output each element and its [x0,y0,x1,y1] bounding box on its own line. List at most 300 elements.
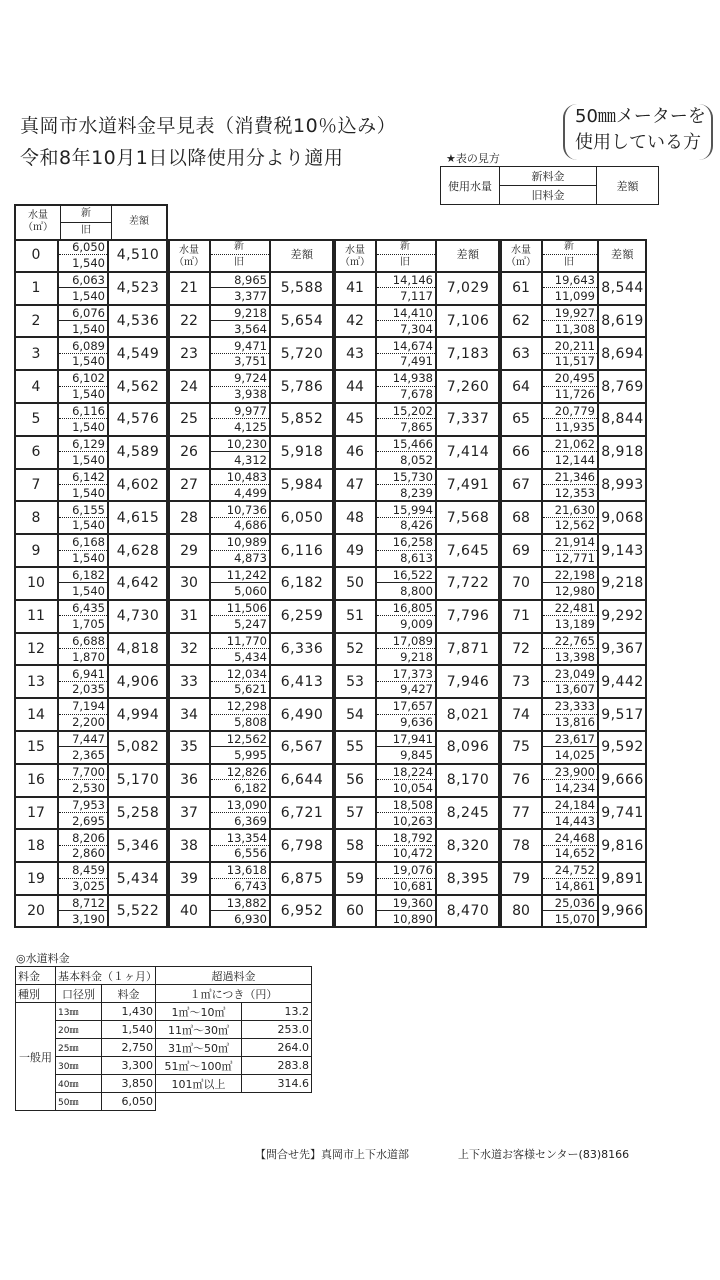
fee-pair [376,829,436,862]
fee-difference: 5,720 [270,337,334,370]
fee-pair [376,764,436,797]
fee-pair [376,469,436,502]
fee-pair [58,239,108,272]
legend-table [440,166,659,205]
fee-pair [542,305,598,338]
fee-difference: 6,116 [270,534,334,567]
old-fee: 10,263 [392,813,433,828]
new-fee: 9,724 [211,371,269,386]
fee-pair [58,895,108,928]
header-new-old [376,239,436,272]
new-fee: 24,752 [543,863,597,878]
old-fee: 12,980 [554,584,595,599]
page-title: 真岡市水道料金早見表（消費税10％込み） [20,115,397,137]
new-fee: 7,700 [59,765,107,780]
new-fee: 14,410 [377,306,435,321]
water-volume: 36 [168,764,210,797]
new-fee: 18,224 [377,765,435,780]
fee-pair [58,436,108,469]
new-fee: 21,062 [543,437,597,452]
excess-range: 51㎥～100㎥ [156,1057,242,1075]
water-volume: 60 [334,895,376,928]
new-fee: 10,483 [211,470,269,485]
new-fee: 20,779 [543,404,597,419]
new-fee: 18,508 [377,798,435,813]
fee-pair [376,370,436,403]
water-volume: 80 [500,895,542,928]
fee-pair [58,567,108,600]
old-fee: 6,743 [234,879,267,894]
fee-pair [542,895,598,928]
badge-line1: 50㎜メーターを [575,106,706,127]
fee-pair [210,567,270,600]
old-fee: 7,117 [400,288,433,303]
fee-difference: 6,798 [270,829,334,862]
fee-difference: 6,721 [270,797,334,830]
fee-difference: 6,875 [270,862,334,895]
legend-new-fee: 新料金 [500,167,597,186]
fee-difference: 5,588 [270,272,334,305]
fee-pair [376,272,436,305]
water-volume: 68 [500,501,542,534]
fee-pair [58,731,108,764]
water-volume: 76 [500,764,542,797]
new-fee: 9,218 [211,306,269,321]
fee-difference: 8,769 [598,370,647,403]
water-volume: 18 [14,829,58,862]
fee-difference: 7,414 [436,436,500,469]
fee-pair [58,764,108,797]
header-old: 旧 [234,257,244,269]
new-fee: 11,242 [211,568,269,583]
fee-category: 一般用 [16,1003,56,1111]
old-fee: 2,695 [72,813,105,828]
new-fee: 11,770 [211,634,269,649]
fee-pair [210,600,270,633]
new-fee: 24,468 [543,830,597,845]
fee-difference: 5,786 [270,370,334,403]
fee-difference: 7,183 [436,337,500,370]
legend-old-fee: 旧料金 [500,186,597,205]
new-fee: 19,927 [543,306,597,321]
new-fee: 8,459 [59,863,107,878]
old-fee: 7,865 [400,420,433,435]
fee-difference: 7,645 [436,534,500,567]
fee-difference: 9,292 [598,600,647,633]
water-volume: 40 [168,895,210,928]
old-fee: 13,816 [554,715,595,730]
new-fee: 6,182 [59,568,107,583]
old-fee: 7,491 [400,354,433,369]
new-fee: 23,333 [543,699,597,714]
new-fee: 14,674 [377,338,435,353]
water-volume: 41 [334,272,376,305]
basic-fee: 1,430 [102,1003,156,1021]
fee-difference: 8,918 [598,436,647,469]
new-fee: 8,712 [59,896,107,911]
water-volume: 62 [500,305,542,338]
old-fee: 12,771 [554,551,595,566]
old-fee: 10,472 [392,846,433,861]
fee-difference: 8,694 [598,337,647,370]
new-fee: 20,495 [543,371,597,386]
basic-fee: 1,540 [102,1021,156,1039]
fee-difference: 4,906 [108,665,168,698]
fee-pair [542,567,598,600]
fee-pair [210,862,270,895]
fee-pair [210,534,270,567]
fee-pair [210,731,270,764]
fee-difference: 7,106 [436,305,500,338]
legend-title: ★表の見方 [446,152,500,165]
old-fee: 7,678 [400,387,433,402]
old-fee: 1,540 [72,321,105,336]
basic-fee: 3,300 [102,1057,156,1075]
fee-difference: 7,568 [436,501,500,534]
meter-size-badge [563,104,713,160]
fee-pair [542,501,598,534]
fee-difference: 4,576 [108,403,168,436]
old-fee: 3,025 [72,879,105,894]
water-volume: 65 [500,403,542,436]
new-fee: 14,146 [377,273,435,288]
old-fee: 1,540 [72,551,105,566]
fee-difference: 4,994 [108,698,168,731]
new-fee: 22,765 [543,634,597,649]
excess-rate: 264.0 [242,1039,312,1057]
fee-difference: 5,346 [108,829,168,862]
water-volume: 10 [14,567,58,600]
fee-h-caliber: 口径別 [56,985,102,1003]
water-volume: 69 [500,534,542,567]
fee-difference: 7,871 [436,633,500,666]
new-fee: 9,471 [211,338,269,353]
water-volume: 47 [334,469,376,502]
fee-pair [58,305,108,338]
new-fee: 21,630 [543,502,597,517]
legend-usage: 使用水量 [441,167,500,205]
excess-range: 31㎥～50㎥ [156,1039,242,1057]
fee-pair [58,600,108,633]
fee-h-basic: 基本料金（１ヶ月） [56,967,156,985]
header-new-old [542,239,598,272]
fee-pair [376,501,436,534]
group-0-header [14,204,168,239]
water-volume: 78 [500,829,542,862]
water-volume: 11 [14,600,58,633]
new-fee: 6,050 [59,240,107,255]
new-fee: 6,102 [59,371,107,386]
water-volume: 52 [334,633,376,666]
old-fee: 2,860 [72,846,105,861]
fee-difference: 9,143 [598,534,647,567]
fee-difference: 5,258 [108,797,168,830]
old-fee: 13,398 [554,649,595,664]
new-fee: 15,202 [377,404,435,419]
fee-difference: 9,666 [598,764,647,797]
new-fee: 8,965 [211,273,269,288]
water-volume: 28 [168,501,210,534]
water-volume: 53 [334,665,376,698]
fee-pair [542,337,598,370]
header-new-old [60,206,112,239]
basic-fee: 6,050 [102,1093,156,1111]
fee-difference: 7,260 [436,370,500,403]
water-volume: 73 [500,665,542,698]
water-volume: 21 [168,272,210,305]
fee-difference: 5,984 [270,469,334,502]
fee-pair [210,370,270,403]
water-volume: 12 [14,633,58,666]
water-volume: 57 [334,797,376,830]
fee-pair [58,797,108,830]
water-volume: 71 [500,600,542,633]
fee-table [15,966,312,1111]
fee-h-excess: 超過料金 [156,967,312,985]
water-volume: 23 [168,337,210,370]
old-fee: 4,125 [234,420,267,435]
fee-difference: 5,852 [270,403,334,436]
fee-section-title: ◎水道料金 [16,952,70,965]
fee-difference: 4,523 [108,272,168,305]
old-fee: 2,035 [72,682,105,697]
water-volume: 64 [500,370,542,403]
old-fee: 1,540 [72,288,105,303]
water-volume: 16 [14,764,58,797]
excess-rate: 13.2 [242,1003,312,1021]
fee-difference: 6,182 [270,567,334,600]
fee-difference: 5,654 [270,305,334,338]
fee-pair [376,698,436,731]
old-fee: 14,861 [554,879,595,894]
fee-pair [542,698,598,731]
fee-difference: 7,337 [436,403,500,436]
old-fee: 2,530 [72,780,105,795]
old-fee: 11,517 [554,354,595,369]
fee-difference: 8,395 [436,862,500,895]
fee-difference: 7,796 [436,600,500,633]
old-fee: 1,540 [72,485,105,500]
fee-row [16,1021,312,1039]
new-fee: 10,989 [211,535,269,550]
water-volume: 13 [14,665,58,698]
page-subtitle: 令和8年10月1日以降使用分より適用 [20,147,344,169]
new-fee: 11,506 [211,601,269,616]
fee-difference: 9,367 [598,633,647,666]
header-old: 旧 [400,257,410,269]
old-fee: 4,873 [234,551,267,566]
new-fee: 15,994 [377,502,435,517]
new-fee: 19,643 [543,273,597,288]
old-fee: 5,995 [234,748,267,763]
new-fee: 6,089 [59,338,107,353]
basic-fee: 2,750 [102,1039,156,1057]
fee-difference: 9,218 [598,567,647,600]
fee-pair [542,403,598,436]
old-fee: 13,189 [554,616,595,631]
header-qty [334,239,376,272]
water-volume: 50 [334,567,376,600]
fee-pair [376,436,436,469]
new-fee: 17,373 [377,666,435,681]
new-fee: 22,198 [543,568,597,583]
water-volume: 39 [168,862,210,895]
old-fee: 5,247 [234,616,267,631]
fee-difference: 9,966 [598,895,647,928]
new-fee: 18,792 [377,830,435,845]
old-fee: 10,681 [392,879,433,894]
fee-pair [210,469,270,502]
water-volume: 54 [334,698,376,731]
new-fee: 6,142 [59,470,107,485]
fee-difference: 4,730 [108,600,168,633]
new-fee: 12,562 [211,732,269,747]
new-fee: 10,230 [211,437,269,452]
old-fee: 3,377 [234,288,267,303]
caliber-size: 50㎜ [56,1093,102,1111]
header-diff: 差額 [436,239,500,272]
water-volume: 5 [14,403,58,436]
old-fee: 6,369 [234,813,267,828]
fee-pair [542,829,598,862]
fee-difference: 8,544 [598,272,647,305]
fee-pair [542,436,598,469]
old-fee: 11,726 [554,387,595,402]
fee-pair [210,797,270,830]
old-fee: 8,426 [400,518,433,533]
water-volume: 15 [14,731,58,764]
old-fee: 8,800 [400,584,433,599]
caliber-size: 25㎜ [56,1039,102,1057]
old-fee: 6,930 [234,912,267,927]
fee-pair [376,862,436,895]
water-volume: 1 [14,272,58,305]
fee-difference: 8,170 [436,764,500,797]
excess-rate: 253.0 [242,1021,312,1039]
fee-pair [376,665,436,698]
fee-difference: 4,628 [108,534,168,567]
header-qty-unit: （㎥） [174,257,204,268]
fee-row [16,1075,312,1093]
fee-difference: 8,245 [436,797,500,830]
water-volume: 19 [14,862,58,895]
old-fee: 12,562 [554,518,595,533]
new-fee: 14,938 [377,371,435,386]
water-volume: 3 [14,337,58,370]
new-fee: 12,826 [211,765,269,780]
fee-pair [542,534,598,567]
fee-difference: 7,491 [436,469,500,502]
fee-pair [542,665,598,698]
excess-rate: 314.6 [242,1075,312,1093]
old-fee: 3,190 [72,912,105,927]
old-fee: 11,935 [554,420,595,435]
old-fee: 1,540 [72,256,105,271]
fee-pair [210,272,270,305]
fee-difference: 4,562 [108,370,168,403]
water-volume: 34 [168,698,210,731]
fee-difference: 8,470 [436,895,500,928]
water-volume: 9 [14,534,58,567]
new-fee: 6,116 [59,404,107,419]
header-qty-label: 水量 [28,210,48,221]
fee-difference: 8,844 [598,403,647,436]
water-volume: 70 [500,567,542,600]
header-qty-unit: （㎥） [23,222,53,233]
fee-difference: 5,522 [108,895,168,928]
fee-row [16,1093,312,1111]
new-fee: 13,354 [211,830,269,845]
header-diff: 差額 [598,239,647,272]
new-fee: 7,953 [59,798,107,813]
header-new: 新 [377,240,435,255]
old-fee: 9,845 [400,748,433,763]
water-volume: 14 [14,698,58,731]
excess-range: 1㎥～10㎥ [156,1003,242,1021]
old-fee: 6,182 [234,780,267,795]
header-old: 旧 [564,257,574,269]
new-fee: 23,049 [543,666,597,681]
old-fee: 12,353 [554,485,595,500]
new-fee: 25,036 [543,896,597,911]
fee-pair [542,600,598,633]
caliber-size: 30㎜ [56,1057,102,1075]
fee-difference: 5,918 [270,436,334,469]
new-fee: 7,194 [59,699,107,714]
new-fee: 17,089 [377,634,435,649]
new-fee: 6,063 [59,273,107,288]
fee-pair [58,272,108,305]
fee-difference: 8,320 [436,829,500,862]
water-volume: 58 [334,829,376,862]
water-volume: 61 [500,272,542,305]
water-volume: 25 [168,403,210,436]
fee-difference: 9,517 [598,698,647,731]
fee-pair [376,403,436,436]
header-diff: 差額 [129,216,149,227]
water-volume: 8 [14,501,58,534]
old-fee: 1,870 [72,649,105,664]
old-fee: 14,652 [554,846,595,861]
fee-pair [210,829,270,862]
new-fee: 15,466 [377,437,435,452]
old-fee: 1,540 [72,518,105,533]
fee-pair [376,567,436,600]
old-fee: 2,365 [72,748,105,763]
fee-difference: 6,490 [270,698,334,731]
old-fee: 11,308 [554,321,595,336]
water-volume: 24 [168,370,210,403]
fee-pair [58,501,108,534]
water-volume: 44 [334,370,376,403]
fee-pair [58,862,108,895]
fee-pair [58,403,108,436]
old-fee: 12,144 [554,452,595,467]
fee-difference: 6,567 [270,731,334,764]
water-volume: 7 [14,469,58,502]
new-fee: 17,941 [377,732,435,747]
fee-pair [542,862,598,895]
fee-difference: 5,170 [108,764,168,797]
new-fee: 8,206 [59,830,107,845]
water-volume: 59 [334,862,376,895]
fee-difference: 8,021 [436,698,500,731]
fee-pair [376,600,436,633]
header-new-old [210,239,270,272]
old-fee: 13,607 [554,682,595,697]
water-volume: 20 [14,895,58,928]
header-qty-label: 水量 [345,245,365,256]
